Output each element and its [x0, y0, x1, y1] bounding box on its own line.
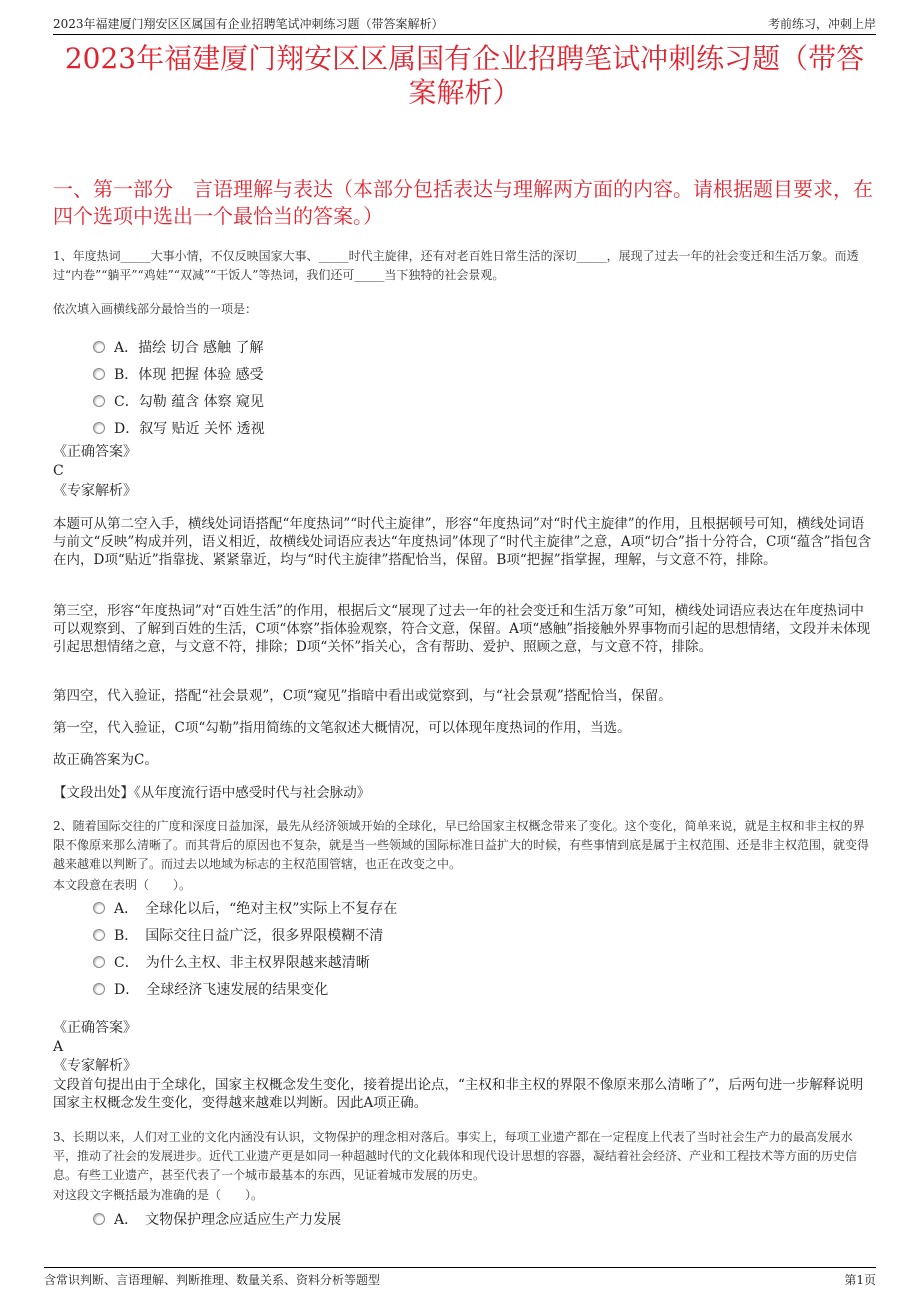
option-a[interactable]: A． 全球化以后，“绝对主权”实际上不复存在	[93, 894, 876, 921]
radio-icon[interactable]	[93, 956, 105, 968]
answer-value: C	[53, 463, 64, 479]
question-2-stem: 2、随着国际交往的广度和深度日益加深，最先从经济领域开始的全球化，早已给国家主权概念带来了变化。这个变化，简单来说，就是主权和非主权的界限不像原来那么清晰了。而其背后的原因也不复杂，就是当一些领域的国际标准日益扩大的时候，有些事情到底是属于主权范围、还是非主权范围，就变得越来越难以判断了。而过去以地域为标志的主权范围管辖，也正在改变之中。	[53, 819, 870, 871]
answer-value: A	[53, 1039, 64, 1055]
analysis-label: 《专家解析》	[53, 483, 137, 499]
option-b[interactable]: B． 国际交往日益广泛，很多界限模糊不清	[93, 921, 876, 948]
document-title: 2023年福建厦门翔安区区属国有企业招聘笔试冲刺练习题（带答案解析）	[64, 42, 865, 109]
analysis-label: 《专家解析》	[53, 1058, 137, 1074]
question-2-options	[53, 894, 876, 1002]
footer-description: 含常识判断、言语理解、判断推理、数量关系、资料分析等题型	[44, 1273, 381, 1287]
option-a[interactable]: A． 文物保护理念应适应生产力发展	[93, 1205, 876, 1232]
option-d[interactable]: D．叙写 贴近 关怀 透视	[93, 414, 876, 441]
analysis-paragraph: 本题可从第二空入手，横线处词语搭配“年度热词”“时代主旋律”，形容“年度热词”对“时代主旋律”的作用，且根据顿号可知，横线处词语与前文“反映”构成并列，语义相近，故横线处词语应表达“年度热词”体现了“时代主旋律”之意，A项“切合”指十分符合，C项“蕴含”指包含在内，D项“贴近”指靠拢、紧紧靠近，均与“时代主旋律”搭配恰当，保留。B项“把握”指掌握，理解，与文意不符，排除。	[53, 516, 872, 568]
source-citation: 【文段出处】《从年度流行语中感受时代与社会脉动》	[53, 785, 371, 801]
option-c[interactable]: C． 为什么主权、非主权界限越来越清晰	[93, 948, 876, 975]
radio-icon[interactable]	[93, 983, 105, 995]
question-3-options	[53, 1205, 876, 1232]
radio-icon[interactable]	[93, 368, 105, 380]
analysis-paragraph: 第一空，代入验证，C项“勾勒”指用简练的文笔叙述大概情况，可以体现年度热词的作用，当选。	[53, 720, 631, 736]
option-b[interactable]: B．体现 把握 体验 感受	[93, 360, 876, 387]
question-3-stem: 3、长期以来，人们对工业的文化内涵没有认识，文物保护的理念相对落后。事实上，每项工业遗产都在一定程度上代表了当时社会生产力的最高发展水平，推动了社会的发展进步。近代工业遗产更是如同一种超越时代的文化载体和现代设计思想的容器，凝结着社会经济、产业和工程技术等方面的历史信息。有些工业遗产，甚至代表了一个城市最基本的东西，见证着城市发展的历史。	[53, 1130, 858, 1182]
radio-icon[interactable]	[93, 422, 105, 434]
question-1-options	[53, 333, 876, 441]
page-footer	[44, 1267, 876, 1288]
option-c[interactable]: C．勾勒 蕴含 体察 窥见	[93, 387, 876, 414]
header-slogan: 考前练习，冲刺上岸	[767, 17, 876, 31]
analysis-paragraph: 第三空，形容“年度热词”对“百姓生活”的作用，根据后文“展现了过去一年的社会变迁和生活万象”可知，横线处词语应表达在年度热词中可以观察到、了解到百姓的生活，C项“体察”指体验观察，符合文意，保留。A项“感触”指接触外界事物而引起的思想情绪，文段并未体现引起思想情绪之意，与文意不符，排除；D项“关怀”指关心，含有帮助、爱护、照顾之意，与文意不符，排除。	[53, 603, 871, 655]
page-number: 第1页	[844, 1273, 876, 1287]
answer-label: 《正确答案》	[53, 444, 137, 460]
question-3-prompt: 对这段文字概括最为准确的是（ ）。	[53, 1188, 264, 1202]
radio-icon[interactable]	[93, 341, 105, 353]
analysis-paragraph: 文段首句提出由于全球化，国家主权概念发生变化，接着提出论点，“主权和非主权的界限不像原来那么清晰了”，后两句进一步解释说明国家主权概念发生变化，变得越来越难以判断。因此A项正确。	[53, 1077, 864, 1111]
radio-icon[interactable]	[93, 902, 105, 914]
radio-icon[interactable]	[93, 1213, 105, 1225]
option-d[interactable]: D． 全球经济飞速发展的结果变化	[93, 975, 876, 1002]
answer-label: 《正确答案》	[53, 1020, 137, 1036]
header-doc-title: 2023年福建厦门翔安区区属国有企业招聘笔试冲刺练习题（带答案解析）	[53, 17, 444, 31]
question-1-prompt: 依次填入画横线部分最恰当的一项是：	[53, 302, 258, 316]
question-2-prompt: 本文段意在表明（ ）。	[53, 878, 192, 892]
option-a[interactable]: A．描绘 切合 感触 了解	[93, 333, 876, 360]
question-1-stem: 1、年度热词_____大事小情，不仅反映国家大事、_____时代主旋律，还有对老百姓日常生活的深切_____，展现了过去一年的社会变迁和生活万象。而透过“内卷”“躺平”“鸡娃”“双减”“干饭人”等热词，我们还可_____当下独特的社会景观。	[53, 249, 859, 282]
radio-icon[interactable]	[93, 395, 105, 407]
analysis-paragraph: 第四空，代入验证，搭配“社会景观”，C项“窥见”指暗中看出或觉察到，与“社会景观”搭配恰当，保留。	[53, 688, 672, 704]
radio-icon[interactable]	[93, 929, 105, 941]
analysis-paragraph: 故正确答案为C。	[53, 752, 158, 768]
section-heading: 一、第一部分 言语理解与表达（本部分包括表达与理解两方面的内容。请根据题目要求，在四个选项中选出一个最恰当的答案。）	[53, 177, 873, 228]
page-header	[53, 12, 876, 35]
